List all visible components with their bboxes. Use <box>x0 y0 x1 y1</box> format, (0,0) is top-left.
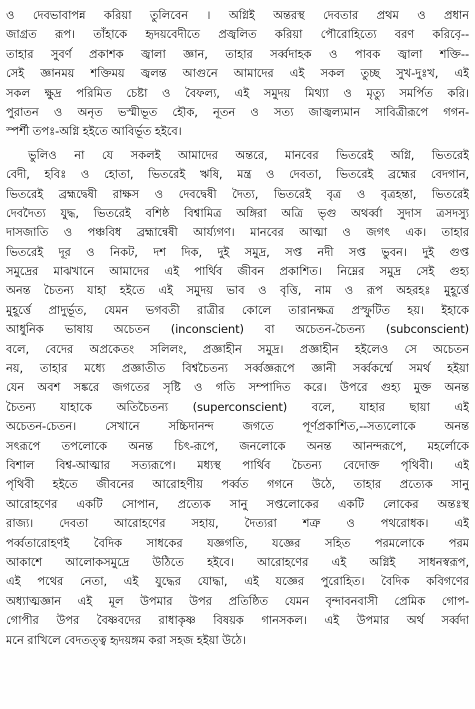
text-line: পর্ব্বতারোহণই বৈদিক সাধকের যজ্ঞগতি, যজ্ঞের সহিত পরমলোকে পরম <box>6 535 469 550</box>
text-line: বেদী, হবিঃ ও হোতা, ভিতরেই ঋষি, মন্ত্র ও দেবতা, ভিতরেই ব্রহ্মের বেদগান, <box>6 167 469 182</box>
text-line: নয়, তাহার মধ্যে প্রজ্ঞাতীত বিশ্বচৈতন্য সর্ব্বজ্ঞরূপে জ্ঞানী সর্ব্বকর্ম্মে সমর্থ হইয়া <box>6 361 469 376</box>
text-line: দাসজাতি ও পঞ্চবিধ ব্রহ্মান্বেষী আর্য্যগণ। মানবের আত্মা ও জগৎ এক। তাহার <box>6 225 469 240</box>
text-line: অনন্ত চৈতন্য যাহা হইতে এই সমুদয় ভাব ও বৃত্তি, নাম ও রূপ অহরহঃ মুহূর্ত্তে <box>6 283 469 298</box>
text-line: বিশাল বিশ্ব-আত্মার সত্যরূপে। মধ্যস্থ পার্থিব চৈতন্য বেদোক্ত পৃথিবী। এই <box>6 457 469 472</box>
text-line: দেবদৈত্য যুদ্ধ, ভিতরেই বশিষ্ঠ বিশ্বামিত্র অঙ্গিরা অত্রি ভৃগু অথর্ব্বা সুদাস ত্রসদস্যু <box>6 205 469 220</box>
text-line: গোপীর উপর বৈষ্ণবদের রাধাকৃষ্ণ বিষয়ক গানসকল। এই উপমার অর্থ সর্ব্বদা <box>6 613 469 628</box>
text-line: জাগ্রত রূপ। তাঁহাকে হৃদয়বেদীতে প্রজ্বলিত করিয়া পৌরোহিত্যে বরণ করিবে়-- <box>6 27 469 42</box>
text-line: আরোহণের একটি সোপান, প্রত্যেক সানু সপ্তলোকের একটি লোকের অন্তঃস্থ <box>6 496 469 511</box>
text-line: চৈতন্য যাহাকে অতিচৈতন্য (superconscient) বলে, যাহার ছায়া এই <box>6 399 469 414</box>
text-line: সকল ক্ষুদ্র পরিমিত চেষ্টা ও বৈফল্য, এই সমুদয় মিথ্যা ও মৃত্যু সমর্পিত করি। <box>6 85 469 100</box>
text-line: মনে রাখিলে বেদতত্ত্ব হৃদয়ঙ্গম করা সহজ হইয়া উঠে। <box>6 632 246 647</box>
text-line: ও দেবভাবাপন্ন করিয়া তুলিবেন । অগ্নিই অন্তরস্থ দেবতার প্রথম ও প্রধান <box>6 8 469 22</box>
paragraph <box>6 146 469 650</box>
text-line: ভুলিও না যে সকলই আমাদের অন্তরে, মানবের ভিতরেই অগ্নি, ভিতরেই <box>28 147 469 162</box>
text-line: সেই জ্ঞানময় শক্তিময় জ্বলন্ত আগুনে আমাদের এই সকল তুচ্ছ সুখ-দুঃখ, এই <box>6 66 469 81</box>
text-line: আকাশে আলোকসমুদ্রে উঠিতে হইবে। আরোহণের এই অগ্নিই সাধনস্বরূপ, <box>6 554 469 569</box>
text-line: এই পথের নেতা, এই যুদ্ধের যোদ্ধা, এই যজ্ঞের পুরোহিত। বৈদিক কবিগণের <box>6 574 469 589</box>
text-line: মুহূর্ত্তে প্রাদুর্ভূত, যেমন ভগবতী রাত্রীর কোলে তারানক্ষত্র প্রস্ফুটিত হয়। ইহাকে <box>6 302 469 317</box>
text-line: পুরাতন ও অনৃত ভস্মীভূত হৌক, নূতন ও সত্য জাজ্বল্যমান সাবিত্রীরূপে গগন- <box>6 104 469 119</box>
text-line: অচেতন-চেতন। সেখানে সচ্চিদানন্দ জগতে পূর্ণপ্রকাশিত,--সত্যলোকে অনন্ত <box>6 419 469 434</box>
text-line: ভিতরেই দূর ও নিকট, দশ দিক, দুই সমুদ্র, সপ্ত নদী সপ্ত ভুবন। দুই গুপ্ত <box>6 244 469 259</box>
text-line: ভিতরেই ব্রহ্মদ্বেষী রাক্ষস ও দেবদ্বেষী দৈত্য, ভিতরেই বৃত্র ও বৃত্রহন্তা, ভিতরেই <box>6 186 469 201</box>
text-line: সমুদ্রের মাঝখানে আমাদের এই পার্থিব জীবন প্রকাশিত। নিম্নের সমুদ্র সেই গুহ্য <box>6 264 469 279</box>
paragraph <box>6 6 469 142</box>
text-line: আধুনিক ভাষায় অচেতন (inconscient) বা অচেতন-চৈতন্য (subconscient) <box>6 322 469 337</box>
text-line: সৎরূপে তপলোকে অনন্ত চিৎ-রূপে, জনলোকে অনন্ত আনন্দরূপে, মহর্লোকে <box>6 438 469 453</box>
text-line: অধ্যাত্মজ্ঞান এই মূল উপমার উপর প্রতিষ্ঠিত যেমন বৃন্দাবনবাসী প্রেমিক গোপ- <box>6 593 469 608</box>
text-line: স্পর্শী তপঃ-অগ্নি হইতে আবির্ভূত হইবে। <box>6 124 182 139</box>
text-line: বলে, বেদের অপ্রকেতং সলিলং, প্রজ্ঞাহীন সমুদ্র। প্রজ্ঞাহীন হইলেও সে অচেতন <box>6 341 469 356</box>
text-line: রাজ্য। দেবতা আরোহণের সহায়, দৈত্যরা শত্রু ও পথরোধক। এই <box>6 516 469 531</box>
text-line: পৃথিবী হইতে জীবনের আরোহণীয় পর্ব্বত গগনে উঠে, তাহার প্রত্যেক সানু <box>6 477 469 492</box>
text-line: যেন অবশ সঙ্করে জগতের সৃষ্টি ও গতি সম্পাদিত করে। উপরে গুহ্য মুক্ত অনন্ত <box>6 380 469 395</box>
text-line: তাহার সুবর্ণ প্রকাশক জ্বালা জ্ঞান, তাহার সর্ব্বদাহক ও পাবক জ্বালা শক্তি-- <box>6 46 469 61</box>
